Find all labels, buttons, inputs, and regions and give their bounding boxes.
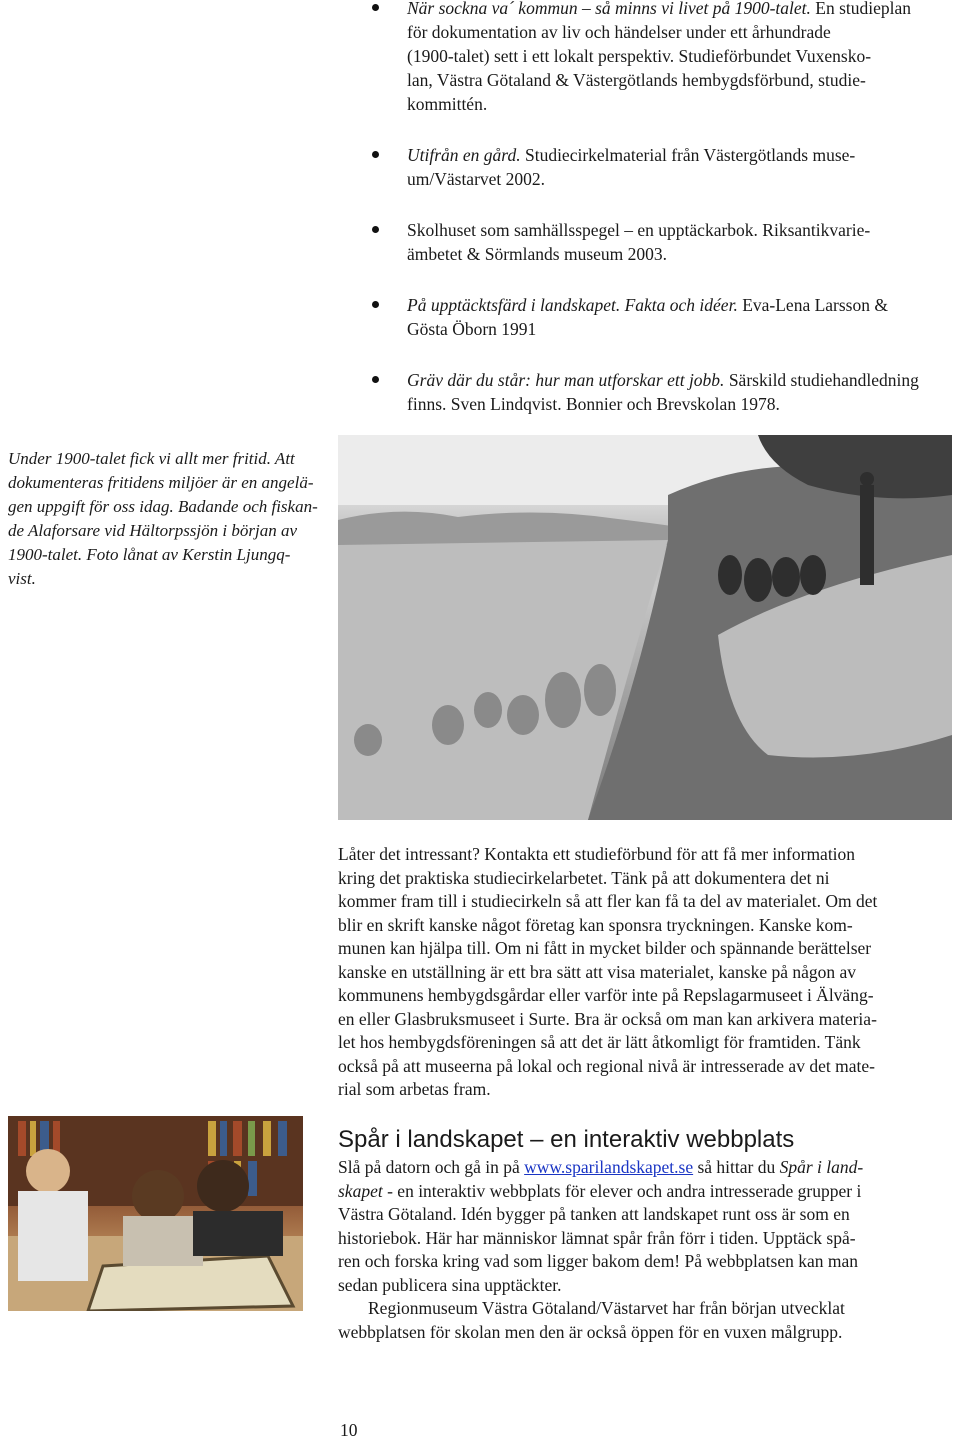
body-text: - en interaktiv webbplats för elever och andra intresserade grupper i — [382, 1180, 862, 1201]
caption-line: dokumenteras fritidens miljöer är en angelä- — [8, 473, 314, 492]
reference-text: Gösta Öborn 1991 — [407, 319, 537, 339]
body-line: också på att museerna på lokal och regional nivå är intresserade av det mate- — [338, 1055, 875, 1076]
page-number: 10 — [340, 1420, 358, 1440]
caption-line: de Alaforsare vid Hältorpssjön i början av — [8, 521, 297, 540]
caption-line: Under 1900-talet fick vi allt mer fritid. Att — [8, 449, 295, 468]
body-line: kanske en utställning är ett bra sätt att visa materialet, kanske på någon av — [338, 961, 857, 982]
reference-item — [362, 143, 952, 191]
bullet-icon — [372, 301, 379, 308]
reference-text: Särskild studiehandledning — [724, 370, 919, 390]
reference-text: um/Västarvet 2002. — [407, 169, 546, 189]
children-map-photo-drawing — [8, 1116, 303, 1311]
reference-list — [362, 0, 952, 416]
caption-line: gen uppgift för oss idag. Badande och fiskan- — [8, 497, 318, 516]
site-title: skapet — [338, 1180, 383, 1201]
reference-item — [362, 0, 952, 116]
body-paragraph — [338, 843, 958, 1102]
reference-text: Studiecirkelmaterial från Västergötlands muse- — [520, 145, 856, 165]
bullet-icon — [372, 376, 379, 383]
body-line: webbplatsen för skolan men den är också öppen för en vuxen målgrupp. — [338, 1321, 843, 1342]
caption-line: 1900-talet. Foto lånat av Kerstin Ljungq- — [8, 545, 291, 564]
body-line: kring det praktiska studiecirkelarbetet. Tänk på att dokumentera det ni — [338, 867, 830, 888]
reference-text: En studieplan — [810, 0, 912, 18]
website-link[interactable]: www.sparilandskapet.se — [524, 1157, 694, 1177]
body-line: en eller Glasbruksmuseet i Surte. Bra är också om man kan arkivera materia- — [338, 1008, 877, 1029]
reference-item — [362, 293, 952, 341]
photo-caption — [8, 447, 320, 591]
body-line: blir en skrift kanske något företag kan sponsra tryckningen. Kanske kom- — [338, 914, 853, 935]
children-map-photo — [8, 1116, 303, 1311]
reference-title: Utifrån en gård. — [407, 145, 521, 165]
reference-text: ämbetet & Sörmlands museum 2003. — [407, 244, 668, 264]
body-line: Låter det intressant? Kontakta ett studieförbund för att få mer information — [338, 844, 856, 864]
bullet-icon — [372, 151, 379, 158]
body-text: så hittar du — [693, 1157, 780, 1177]
reference-text: finns. Sven Lindqvist. Bonnier och Brevskolan 1978. — [407, 394, 780, 414]
reference-text: lan, Västra Götaland & Västergötlands hembygdsförbund, studie- — [407, 70, 866, 90]
body-line: let hos hembygdsföreningen så att det är lätt åtkomligt för framtiden. Tänk — [338, 1032, 861, 1052]
body-line: kommer fram till i studiecirkeln så att fler kan få ta del av materialet. Om det — [338, 891, 878, 911]
reference-title: På upptäcktsfärd i landskapet. Fakta och idéer. — [407, 295, 738, 315]
closing-paragraph — [338, 1297, 958, 1344]
reference-text: för dokumentation av liv och händelser under ett århundrade — [407, 22, 831, 42]
body-line: kommunens hembygdsgårdar eller varför inte på Repslagarmuseet i Älväng- — [338, 985, 874, 1005]
reference-title: När sockna va´ kommun – så minns vi livet på 1900-talet. — [407, 0, 811, 18]
body-line: rial som arbetas fram. — [338, 1079, 491, 1099]
caption-line: vist. — [8, 569, 36, 588]
body-text: Slå på datorn och gå in på — [338, 1157, 525, 1177]
site-title: Spår i land- — [779, 1157, 864, 1177]
bullet-icon — [372, 226, 379, 233]
body-line: sedan publicera sina upptäckter. — [338, 1274, 562, 1295]
website-paragraph — [338, 1156, 958, 1297]
body-line: munen kan hjälpa till. Om ni fått in mycket bilder och spännande berättelser — [338, 938, 872, 958]
body-line: ren och forska kring vad som ligger bakom dem! På webbplatsen kan man — [338, 1251, 859, 1271]
reference-item — [362, 218, 952, 266]
bullet-icon — [372, 4, 379, 11]
reference-text: kommittén. — [407, 94, 488, 114]
reference-title: Gräv där du står: hur man utforskar ett jobb. — [407, 370, 725, 390]
bathing-lake-photo-drawing — [338, 435, 952, 820]
reference-text: Skolhuset som samhällsspegel – en upptäckarbok. Riksantikvarie- — [407, 220, 871, 240]
bathing-lake-photo — [338, 435, 952, 820]
body-line: historiebok. Här har människor lämnat spår från förr i tiden. Upptäck spå- — [338, 1227, 856, 1248]
reference-item — [362, 368, 952, 416]
section-heading: Spår i landskapet – en interaktiv webbplats — [338, 1126, 795, 1153]
body-line: Västra Götaland. Idén bygger på tanken att landskapet runt oss är som en — [338, 1204, 850, 1224]
reference-text: (1900-talet) sett i ett lokalt perspektiv. Studieförbundet Vuxensko- — [407, 46, 872, 66]
body-line: Regionmuseum Västra Götaland/Västarvet har från början utvecklat — [368, 1298, 845, 1318]
reference-text: Eva-Lena Larsson & — [737, 295, 888, 315]
